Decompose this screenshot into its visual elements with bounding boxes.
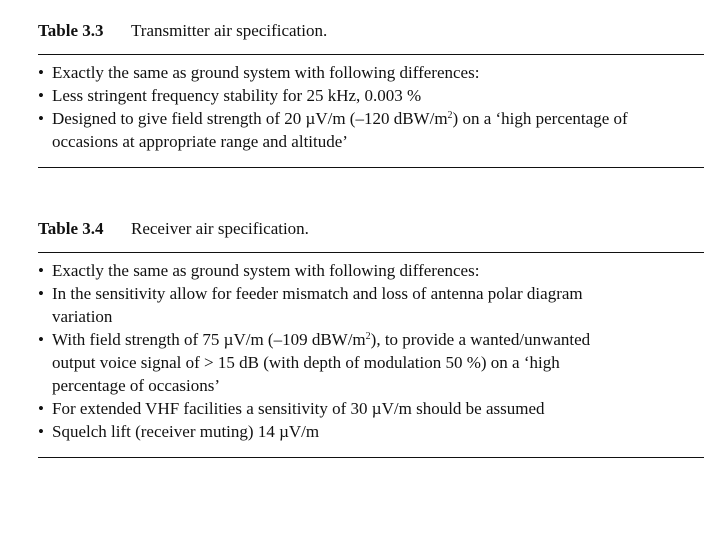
item-text: Less stringent frequency stability for 25 kHz, 0.003 % — [52, 86, 422, 105]
table-caption — [38, 20, 704, 42]
top-rule — [38, 252, 704, 253]
bullet: • — [38, 63, 44, 82]
list-item — [38, 84, 704, 107]
bottom-rule — [38, 167, 704, 168]
spec-list — [38, 259, 704, 443]
bullet: • — [38, 261, 44, 280]
bullet: • — [38, 284, 44, 303]
item-text-continued: output voice signal of > 15 dB (with depth of modulation 50 %) on a ‘high — [52, 353, 560, 372]
table-3-4 — [38, 218, 704, 458]
list-item — [38, 397, 704, 420]
spec-list — [38, 61, 704, 153]
table-title: Receiver air specification. — [131, 219, 309, 238]
bottom-rule — [38, 457, 704, 458]
list-item — [38, 282, 704, 328]
bullet: • — [38, 109, 44, 128]
item-text-continued: variation — [52, 307, 113, 326]
item-text: With field strength of 75 µV/m (–109 dBW/m — [52, 330, 366, 349]
bullet: • — [38, 399, 44, 418]
superscript: 2 — [365, 331, 371, 342]
item-text-continued: percentage of occasions’ — [52, 376, 221, 395]
item-text: Squelch lift (receiver muting) 14 µV/m — [52, 422, 320, 441]
item-text: Exactly the same as ground system with following differences: — [52, 63, 480, 82]
superscript: 2 — [447, 110, 453, 121]
table-number: Table 3.4 — [38, 219, 104, 238]
bullet: • — [38, 330, 44, 349]
list-item — [38, 107, 704, 153]
item-text: In the sensitivity allow for feeder mismatch and loss of antenna polar diagram — [52, 284, 583, 303]
table-3-3 — [38, 20, 704, 168]
bullet: • — [38, 86, 44, 105]
item-text: ), to provide a wanted/unwanted — [370, 330, 591, 349]
top-rule — [38, 54, 704, 55]
item-text: ) on a ‘high percentage of — [452, 109, 628, 128]
item-text: Designed to give field strength of 20 µV/m (–120 dBW/m — [52, 109, 448, 128]
list-item — [38, 61, 704, 84]
list-item — [38, 328, 704, 397]
item-text-continued: occasions at appropriate range and altitude’ — [52, 132, 348, 151]
item-text: Exactly the same as ground system with following differences: — [52, 261, 480, 280]
table-number: Table 3.3 — [38, 21, 104, 40]
list-item — [38, 420, 704, 443]
bullet: • — [38, 422, 44, 441]
list-item — [38, 259, 704, 282]
table-caption — [38, 218, 704, 240]
table-title: Transmitter air specification. — [131, 21, 328, 40]
item-text: For extended VHF facilities a sensitivity of 30 µV/m should be assumed — [52, 399, 545, 418]
